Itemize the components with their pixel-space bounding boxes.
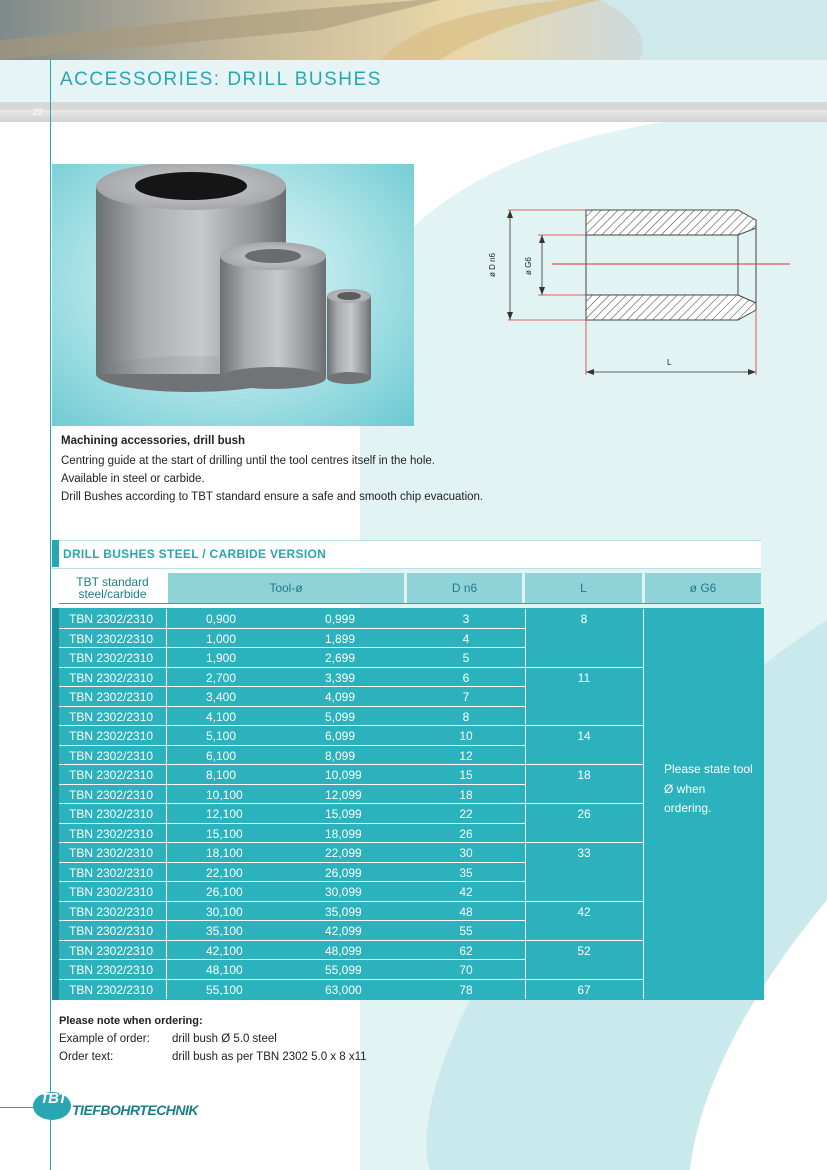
cell-tool-to: 6,099 xyxy=(325,729,356,743)
cell-tool-from: 22,100 xyxy=(206,865,243,880)
cell-tool-from: 30,100 xyxy=(206,904,243,919)
cell-tbt: TBN 2302/2310 xyxy=(69,904,154,919)
cell-tool-from: 6,100 xyxy=(206,748,237,763)
table-row xyxy=(59,707,525,727)
table-row xyxy=(59,824,525,844)
cell-d: 3 xyxy=(462,612,470,626)
cell-tbt: TBN 2302/2310 xyxy=(69,729,154,743)
cell-d: 15 xyxy=(459,768,473,782)
cell-tool-to: 8,099 xyxy=(325,748,356,763)
cell-tool-to: 3,399 xyxy=(325,670,356,685)
cell-tbt: TBN 2302/2310 xyxy=(69,943,154,958)
cell-d: 78 xyxy=(459,982,473,997)
table-row xyxy=(59,726,525,746)
cell-tool-to: 18,099 xyxy=(325,826,362,841)
cell-tbt: TBN 2302/2310 xyxy=(69,768,154,782)
cell-tool-from: 3,400 xyxy=(206,690,237,704)
cell-tool-to: 10,099 xyxy=(325,768,362,782)
group-divider xyxy=(525,842,643,843)
cell-tbt: TBN 2302/2310 xyxy=(69,748,154,763)
table-row xyxy=(59,941,525,961)
example-value: drill bush Ø 5.0 steel xyxy=(172,1033,277,1045)
technical-drawing xyxy=(480,195,800,385)
example-label: Example of order: xyxy=(59,1033,150,1045)
table-row xyxy=(59,921,525,941)
cell-d: 22 xyxy=(459,807,473,821)
cell-l: 26 xyxy=(577,807,591,821)
cell-l: 42 xyxy=(577,904,591,919)
intro-heading: Machining accessories, drill bush xyxy=(61,435,246,447)
cell-l: 52 xyxy=(577,943,591,958)
cell-tool-to: 1,899 xyxy=(325,631,356,646)
cell-tool-to: 4,099 xyxy=(325,690,356,704)
cell-d: 35 xyxy=(459,865,473,880)
cell-d: 4 xyxy=(462,631,470,646)
table-row xyxy=(59,668,525,688)
cell-tbt: TBN 2302/2310 xyxy=(69,963,154,977)
cell-tool-from: 12,100 xyxy=(206,807,243,821)
cell-tool-to: 5,099 xyxy=(325,709,356,724)
table-row xyxy=(59,960,525,980)
column-header-g: ø G6 xyxy=(645,573,761,603)
cell-d: 62 xyxy=(459,943,473,958)
cell-l: 33 xyxy=(577,846,591,860)
column-header-d: D n6 xyxy=(407,573,522,603)
table-row xyxy=(59,765,525,785)
g6-note: Please state tool Ø when ordering. xyxy=(664,762,753,815)
table-left-accent xyxy=(52,608,59,1000)
d-separator xyxy=(525,609,526,999)
cell-d: 8 xyxy=(462,709,470,724)
cell-l: 67 xyxy=(577,982,591,997)
cell-tbt: TBN 2302/2310 xyxy=(69,885,154,899)
cell-tool-from: 10,100 xyxy=(206,787,243,802)
cell-tool-to: 22,099 xyxy=(325,846,362,860)
cell-tool-from: 8,100 xyxy=(206,768,237,782)
cell-tool-from: 35,100 xyxy=(206,924,243,938)
table-row xyxy=(59,804,525,824)
cell-l: 11 xyxy=(577,670,591,685)
page-number-strip xyxy=(0,110,827,122)
table-row xyxy=(59,980,525,1000)
table-row xyxy=(59,902,525,922)
header-photo xyxy=(0,0,827,60)
cell-tool-to: 48,099 xyxy=(325,943,362,958)
cell-d: 5 xyxy=(462,651,470,665)
cell-tool-to: 26,099 xyxy=(325,865,362,880)
order-text-value: drill bush as per TBN 2302 5.0 x 8 x11 xyxy=(172,1051,367,1063)
intro-line: Available in steel or carbide. xyxy=(61,473,205,485)
header-divider xyxy=(0,102,827,110)
cell-d: 48 xyxy=(459,904,473,919)
header-underline xyxy=(59,603,761,604)
cell-tool-to: 55,099 xyxy=(325,963,362,977)
table-row xyxy=(59,746,525,766)
cell-tool-to: 0,999 xyxy=(325,612,356,626)
cell-tool-from: 42,100 xyxy=(206,943,243,958)
page-title: ACCESSORIES: DRILL BUSHES xyxy=(60,69,382,90)
cell-tbt: TBN 2302/2310 xyxy=(69,924,154,938)
cell-tool-from: 1,900 xyxy=(206,651,237,665)
table-title-accent xyxy=(52,540,59,567)
dimension-label-g: ø G6 xyxy=(524,257,533,275)
cell-d: 55 xyxy=(459,924,473,938)
order-text-label: Order text: xyxy=(59,1051,114,1063)
cell-d: 42 xyxy=(459,885,473,899)
cell-d: 6 xyxy=(462,670,470,685)
margin-line xyxy=(50,60,51,1170)
cell-tool-to: 2,699 xyxy=(325,651,356,665)
cell-tool-from: 2,700 xyxy=(206,670,237,685)
group-divider xyxy=(525,803,643,804)
group-divider xyxy=(525,940,643,941)
intro-line: Drill Bushes according to TBT standard ensure a safe and smooth chip evacuation. xyxy=(61,491,484,503)
cell-tbt: TBN 2302/2310 xyxy=(69,670,154,685)
column-header-tbt: TBT standard steel/carbide xyxy=(59,573,166,603)
cell-tool-from: 15,100 xyxy=(206,826,243,841)
cell-d: 30 xyxy=(459,846,473,860)
cell-tool-to: 42,099 xyxy=(325,924,362,938)
table-row xyxy=(59,609,525,629)
cell-tbt: TBN 2302/2310 xyxy=(69,846,154,860)
cell-tool-from: 48,100 xyxy=(206,963,243,977)
page-number: 22 xyxy=(33,107,44,117)
cell-l: 8 xyxy=(580,612,588,626)
cell-tool-from: 4,100 xyxy=(206,709,237,724)
group-divider xyxy=(525,901,643,902)
table-row xyxy=(59,629,525,649)
table-row xyxy=(59,843,525,863)
cell-d: 70 xyxy=(459,963,473,977)
table-row xyxy=(59,785,525,805)
cell-d: 7 xyxy=(462,690,470,704)
table-row xyxy=(59,882,525,902)
cell-tbt: TBN 2302/2310 xyxy=(69,826,154,841)
product-photo xyxy=(52,164,414,426)
cell-tool-from: 55,100 xyxy=(206,982,243,997)
cell-d: 18 xyxy=(459,787,473,802)
column-header-l: L xyxy=(525,573,642,603)
group-divider xyxy=(525,979,643,980)
cell-tbt: TBN 2302/2310 xyxy=(69,612,154,626)
cell-tool-from: 26,100 xyxy=(206,885,243,899)
dimension-label-l: L xyxy=(667,358,672,367)
cell-tbt: TBN 2302/2310 xyxy=(69,787,154,802)
table-row xyxy=(59,648,525,668)
cell-tbt: TBN 2302/2310 xyxy=(69,690,154,704)
order-note-heading: Please note when ordering: xyxy=(59,1015,203,1027)
column-header-tool: Tool-ø xyxy=(168,573,404,603)
cell-l: 18 xyxy=(577,768,591,782)
cell-tool-from: 0,900 xyxy=(206,612,237,626)
cell-tool-from: 18,100 xyxy=(206,846,243,860)
table-row xyxy=(59,863,525,883)
cell-tool-to: 15,099 xyxy=(325,807,362,821)
cell-tbt: TBN 2302/2310 xyxy=(69,865,154,880)
l-separator xyxy=(643,609,644,999)
cell-tool-from: 5,100 xyxy=(206,729,237,743)
cell-tbt: TBN 2302/2310 xyxy=(69,982,154,997)
cell-tool-to: 12,099 xyxy=(325,787,362,802)
cell-tbt: TBN 2302/2310 xyxy=(69,807,154,821)
cell-tool-to: 63,000 xyxy=(325,982,362,997)
dimension-label-d: ø D n6 xyxy=(488,252,497,277)
cell-tbt: TBN 2302/2310 xyxy=(69,631,154,646)
cell-tool-to: 35,099 xyxy=(325,904,362,919)
intro-line: Centring guide at the start of drilling until the tool centres itself in the hole. xyxy=(61,455,435,467)
cell-d: 12 xyxy=(459,748,473,763)
logo-mark-text: TBT xyxy=(40,1090,67,1107)
cell-tool-from: 1,000 xyxy=(206,631,237,646)
group-divider xyxy=(525,764,643,765)
group-divider xyxy=(525,725,643,726)
cell-tbt: TBN 2302/2310 xyxy=(69,709,154,724)
tbt-separator xyxy=(166,609,167,999)
cell-d: 26 xyxy=(459,826,473,841)
cell-d: 10 xyxy=(459,729,473,743)
table-title: DRILL BUSHES STEEL / CARBIDE VERSION xyxy=(63,547,327,561)
cell-l: 14 xyxy=(577,729,591,743)
logo-name: TIEFBOHRTECHNIK xyxy=(72,1102,199,1118)
cell-tool-to: 30,099 xyxy=(325,885,362,899)
table-row xyxy=(59,687,525,707)
cell-tbt: TBN 2302/2310 xyxy=(69,651,154,665)
group-divider xyxy=(525,667,643,668)
